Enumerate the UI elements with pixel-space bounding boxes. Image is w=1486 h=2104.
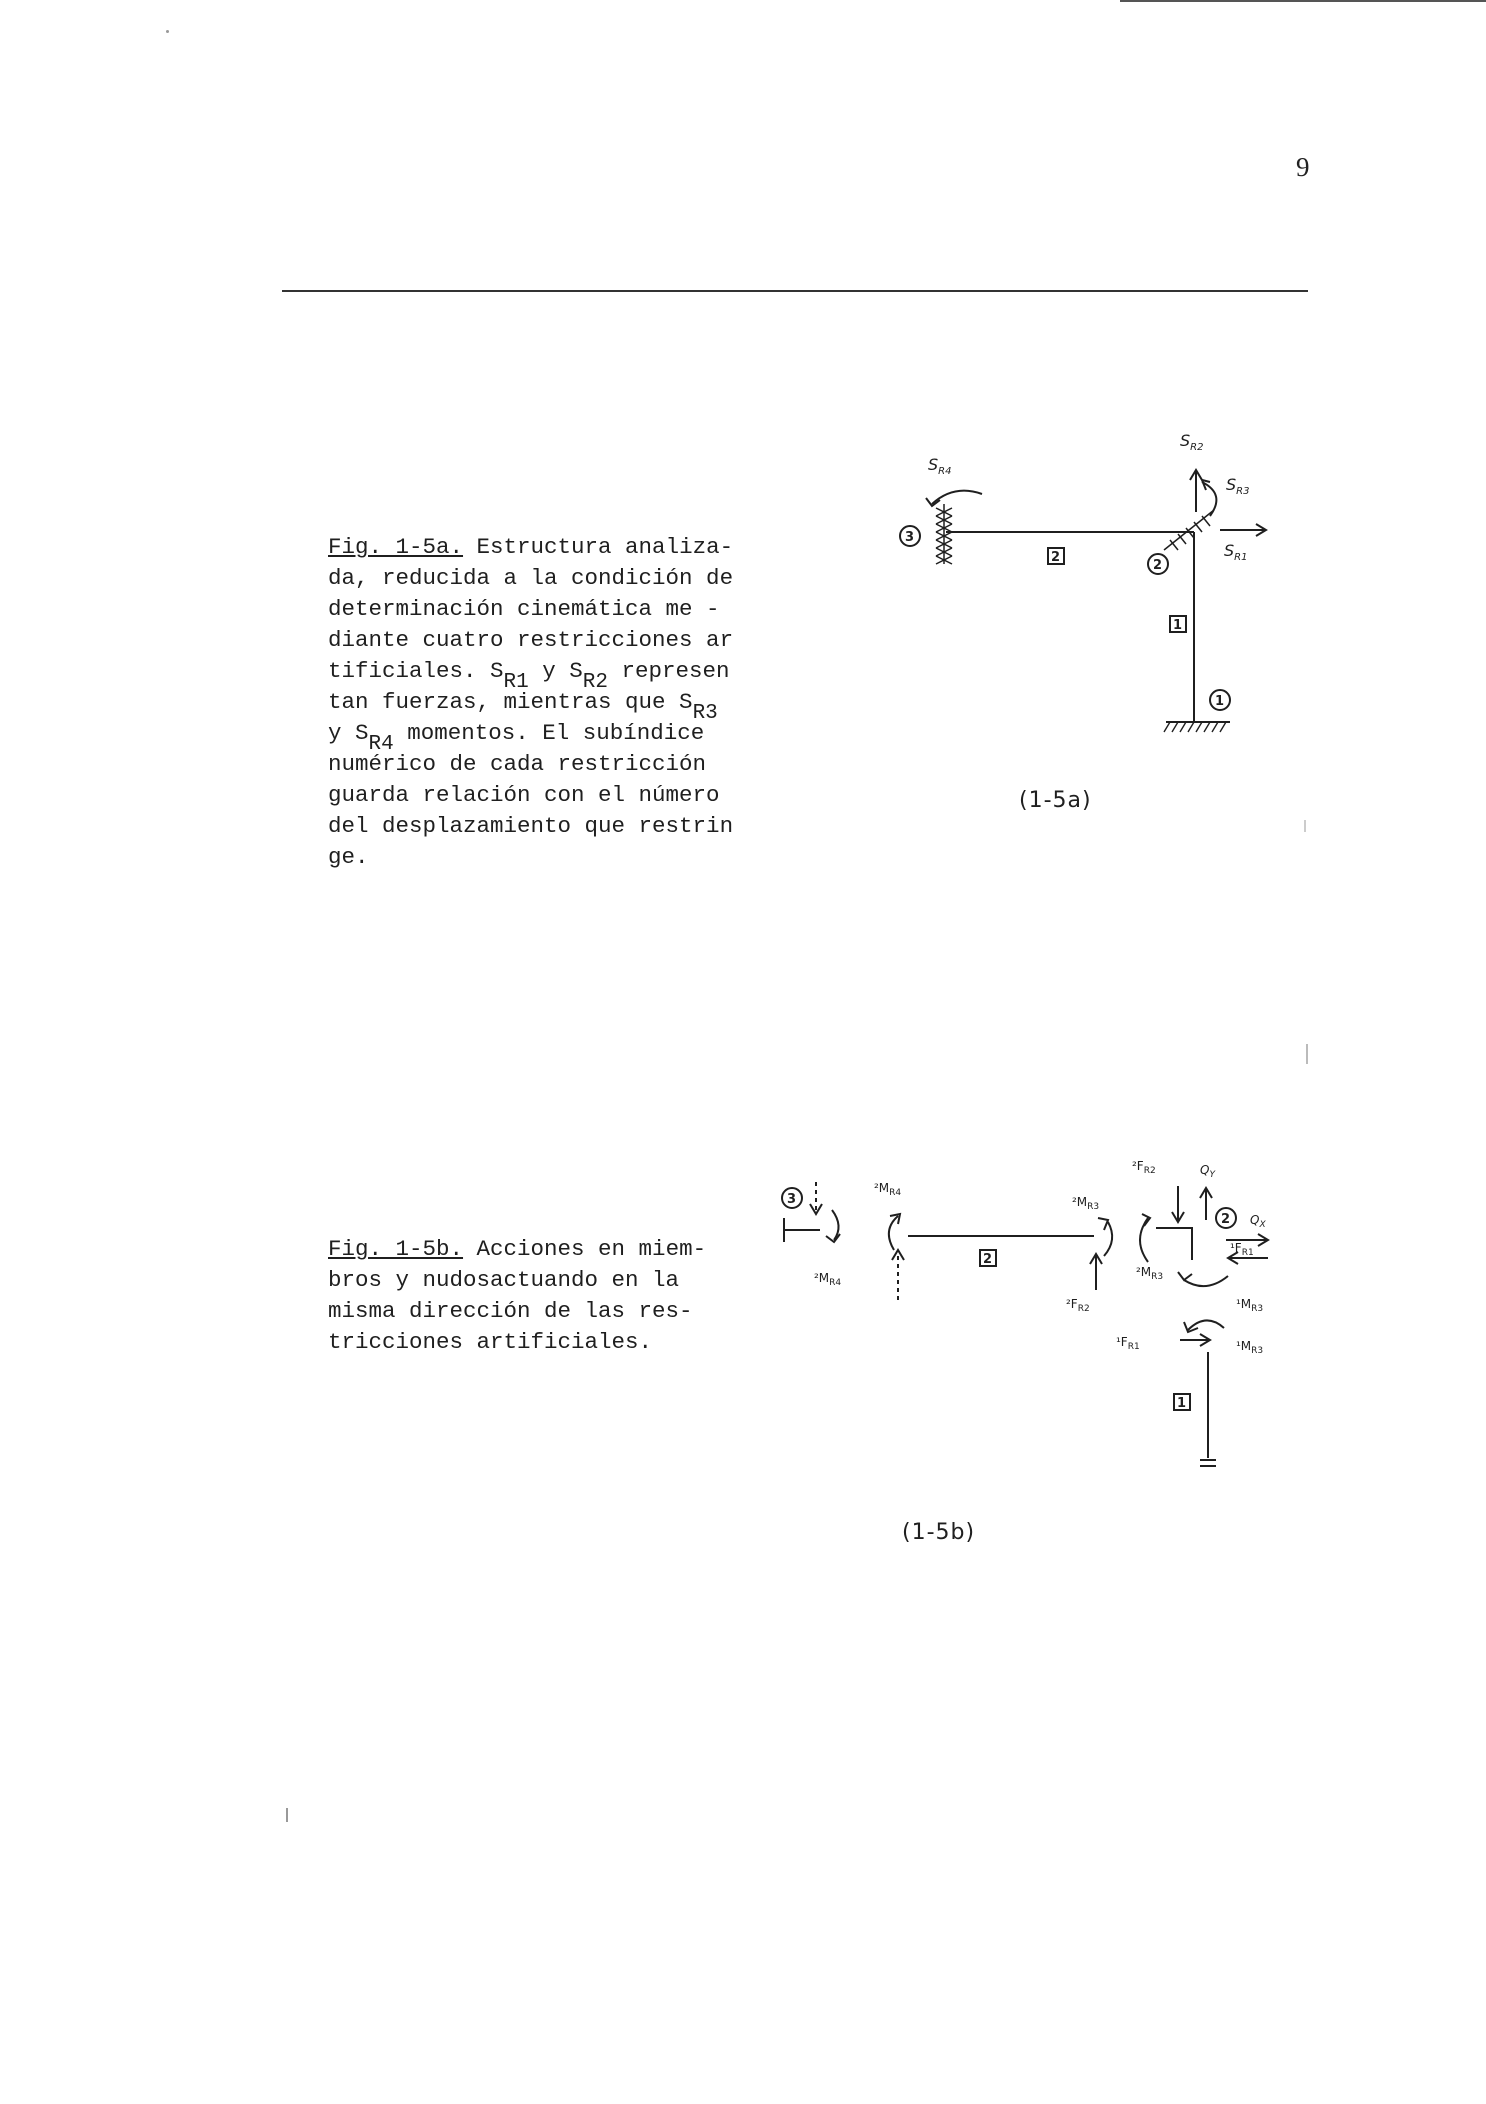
qy-label: $Q_Y$ [1200,1163,1215,1180]
figure-a-caption [328,532,733,873]
sr3-label: $S_{R3}$ [1226,475,1250,497]
caption-b-line-3: misma dirección de las res- [328,1298,693,1324]
caption-a-line-7: y $S_{R4}$ momentos. El subíndice [328,720,705,756]
frame-diagram-a [880,420,1300,760]
sr4-label: $S_{R4}$ [928,455,952,477]
caption-a-line-1: Fig. 1-5a. Estructura analiza- [328,534,734,560]
figure-b-ref: Fig. 1-5b. [328,1236,464,1262]
m-r3-left-label: $^2M_{R3}$ [1072,1195,1100,1212]
figure-a-label: (1-5a) [1019,788,1092,813]
node-2-label: 2 [1221,1212,1231,1227]
top-edge-rule [1120,0,1486,2]
sr4-moment-arc [932,491,982,504]
caption-a-line-5: tificiales. $S_{R1}$ y $S_{R2}$ represen [328,658,730,694]
caption-a-line-8: numérico de cada restricción [328,751,707,777]
node-3-moment-arrowhead [826,1234,840,1242]
joint-2-bottom-moment-arc [1184,1276,1228,1286]
node-3-moment-arc [832,1210,839,1240]
caption-a-line-2: da, reducida a la condición de [328,565,734,591]
member-2-label: 2 [983,1252,993,1267]
figure-b-label: (1-5b) [902,1520,976,1545]
member-2-left-moment-arc [889,1216,898,1250]
caption-a-line-6: tan fuerzas, mientras que $S_{R3}$ [328,689,718,725]
m-r4-bottom-label: $^2M_{R4}$ [814,1271,842,1288]
f-r1-right-label: $^1F_{R1}$ [1230,1241,1254,1258]
caption-b-line-2: bros y nudosactuando en la [328,1267,680,1293]
f-r1-bottom-label: $^1F_{R1}$ [1116,1335,1140,1352]
node-3-label: 3 [905,530,915,545]
caption-b-line-1: Fig. 1-5b. Acciones en miem- [328,1236,707,1262]
figure-b-caption [328,1234,706,1358]
sr1-label: $S_{R1}$ [1224,541,1248,563]
caption-a-line-3: determinación cinemática me - [328,596,720,622]
member-1-top-moment-arc [1188,1320,1224,1330]
header-rule [282,290,1308,292]
member-2-right-moment-arrowhead [1098,1218,1108,1230]
m-r3-bottom-label: $^1M_{R3}$ [1236,1339,1264,1356]
scan-speck [286,1808,288,1822]
corner-restraint-hatch [1164,510,1214,550]
free-body-diagram-b [760,1140,1300,1480]
caption-a-line-4: diante cuatro restricciones ar [328,627,734,653]
scan-speck [1304,820,1306,832]
f-r2-top-label: $^2F_{R2}$ [1132,1159,1156,1176]
m-r4-top-label: $^2M_{R4}$ [874,1181,902,1198]
caption-b-line-4: tricciones artificiales. [328,1329,653,1355]
member-1-label: 1 [1177,1396,1187,1411]
page-number: 9 [1296,152,1310,182]
caption-a-line-9: guarda relación con el número [328,782,720,808]
m-r3-right-label: $^1M_{R3}$ [1236,1297,1264,1314]
node-2-label: 2 [1153,558,1163,573]
scan-speck [166,30,169,33]
m-r3-node-label: $^2M_{R3}$ [1136,1265,1164,1282]
joint-2-corner [1156,1228,1192,1260]
qx-label: $Q_X$ [1250,1213,1266,1230]
sr2-label: $S_{R2}$ [1180,431,1204,453]
member-2-label: 2 [1051,550,1061,565]
node-3-label: 3 [787,1192,797,1207]
support-hatch [1164,722,1226,732]
node-1-label: 1 [1215,694,1225,709]
left-restraint-hatch [936,504,952,564]
joint-2-bottom-moment-arrowhead [1178,1272,1192,1280]
member-1-label: 1 [1173,618,1183,633]
caption-a-line-11: ge. [328,844,369,870]
f-r2-left-label: $^2F_{R2}$ [1066,1297,1090,1314]
figure-a-ref: Fig. 1-5a. [328,534,464,560]
scan-speck [1306,1044,1308,1064]
caption-a-line-10: del desplazamiento que restrin [328,813,734,839]
